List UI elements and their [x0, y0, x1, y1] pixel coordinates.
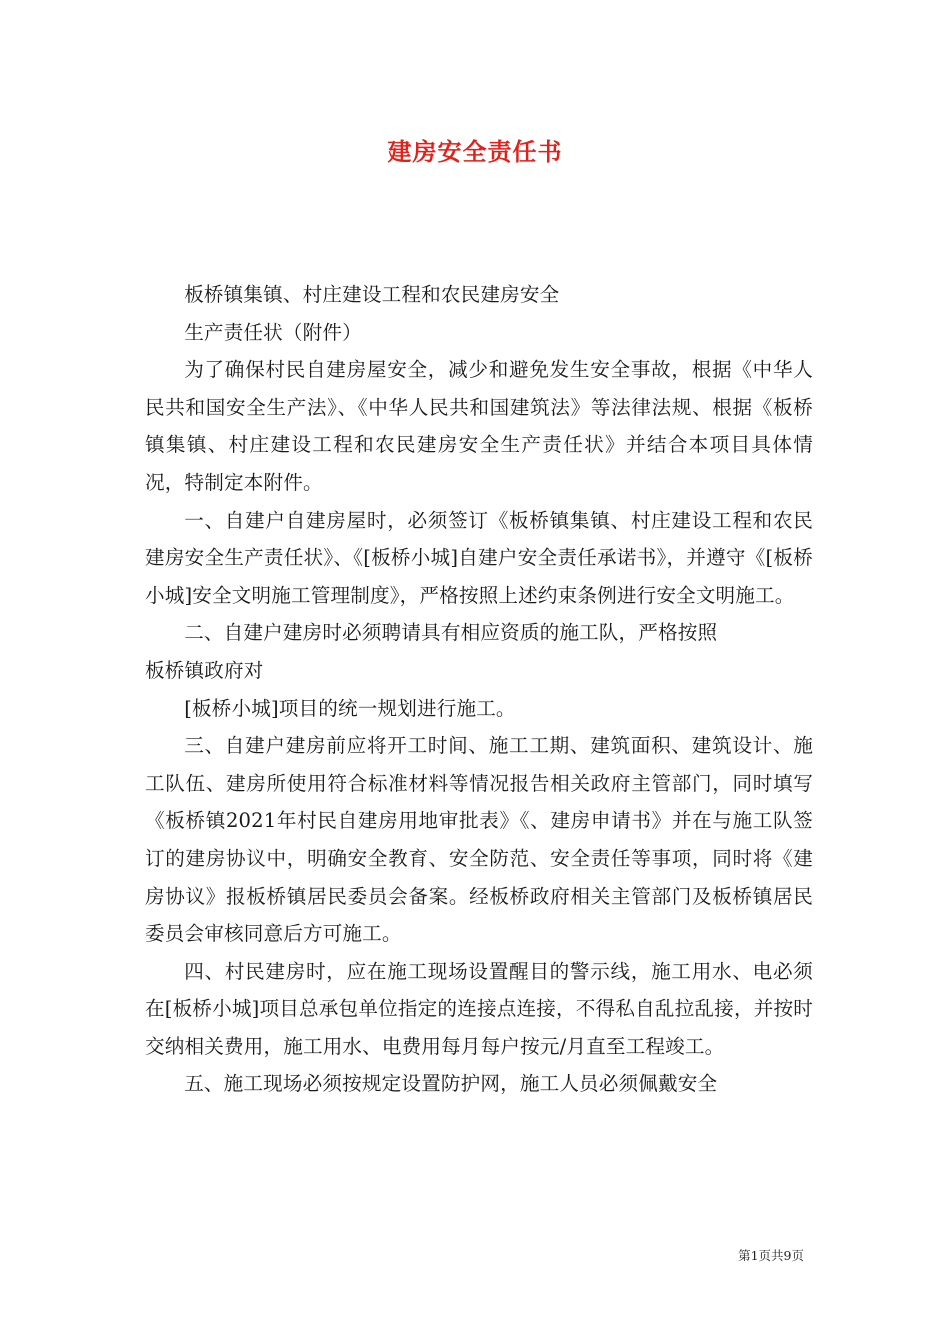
paragraph: 板桥镇政府对 — [145, 658, 264, 682]
paragraph: 板桥镇集镇、村庄建设工程和农民建房安全 — [184, 283, 560, 306]
paragraph: 生产责任状（附件） — [184, 320, 362, 344]
document-body — [145, 276, 813, 1103]
paragraph: 一、自建户自建房屋时，必须签订《板桥镇集镇、村庄建设工程和农民建房安全生产责任状》、《[板桥小城]自建户安全责任承诺书》，并遵守《[板桥小城]安全文明施工管理制度》，严格按照上述约束条例进行安全文明施工。 — [145, 508, 813, 607]
document-title: 建房安全责任书 — [387, 137, 563, 166]
paragraph: 五、施工现场必须按规定设置防护网，施工人员必须佩戴安全 — [184, 1072, 718, 1096]
page-number: 第1页共9页 — [738, 1248, 804, 1263]
paragraph: 三、自建户建房前应将开工时间、施工工期、建筑面积、建筑设计、施工队伍、建房所使用符合标准材料等情况报告相关政府主管部门，同时填写《板桥镇2021年村民自建房用地审批表》《、建房申请书》并在与施工队签订的建房协议中，明确安全教育、安全防范、安全责任等事项，同时将《建房协议》报板桥镇居民委员会备案。经板桥政府相关主管部门及板桥镇居民委员会审核同意后方可施工。 — [145, 734, 813, 946]
paragraph: 四、村民建房时，应在施工现场设置醒目的警示线，施工用水、电必须在[板桥小城]项目总承包单位指定的连接点连接，不得私自乱拉乱接，并按时交纳相关费用，施工用水、电费用每月每户按元/月直至工程竣工。 — [145, 959, 813, 1058]
paragraph: [板桥小城]项目的统一规划进行施工。 — [184, 696, 516, 720]
paragraph: 为了确保村民自建房屋安全，减少和避免发生安全事故，根据《中华人民共和国安全生产法》、《中华人民共和国建筑法》等法律法规、根据《板桥镇集镇、村庄建设工程和农民建房安全生产责任状》并结合本项目具体情况，特制定本附件。 — [145, 358, 813, 494]
paragraph: 二、自建户建房时必须聘请具有相应资质的施工队，严格按照 — [184, 621, 718, 645]
